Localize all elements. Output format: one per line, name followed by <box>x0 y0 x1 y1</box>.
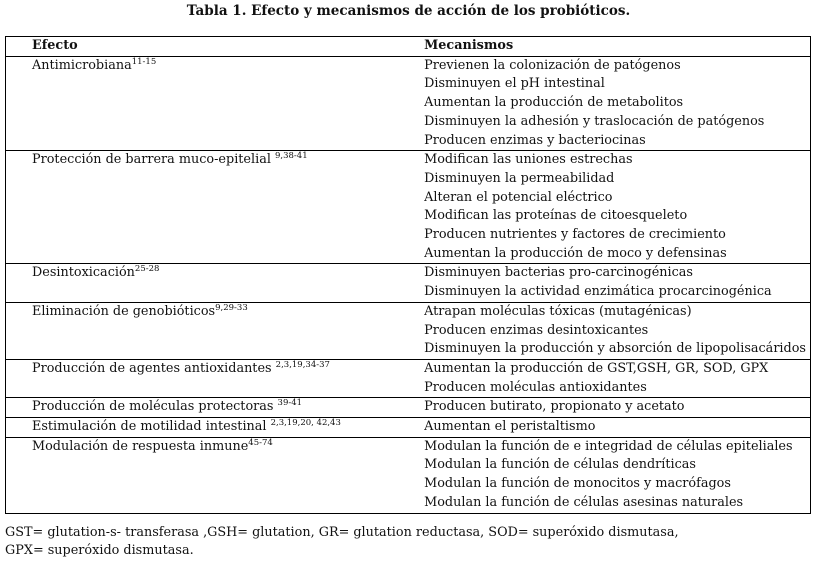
effect-label: Desintoxicación <box>32 265 135 281</box>
effect-cell <box>6 56 401 151</box>
table-row <box>6 151 811 264</box>
effect-label: Antimicrobiana <box>32 57 132 73</box>
mechanism-item: Aumentan la producción de GST,GSH, GR, SOD, GPX <box>424 360 769 376</box>
mechanism-item: Disminuyen la producción y absorción de lipopolisacáridos <box>424 341 806 357</box>
mechanism-item: Alteran el potencial eléctrico <box>424 189 613 205</box>
mechanism-item: Modulan la función de células asesinas naturales <box>424 494 744 510</box>
mechanisms-cell <box>400 151 810 264</box>
footnote-line-1: GST= glutation-s- transferasa ,GSH= glutation, GR= glutation reductasa, SOD= superóxido dismutasa, <box>5 525 679 540</box>
table-title: Tabla 1. Efecto y mecanismos de acción de los probióticos. <box>186 3 631 19</box>
reference-superscript: 25-28 <box>134 264 160 275</box>
effect-cell <box>6 151 401 264</box>
mechanisms-cell <box>400 56 810 151</box>
mechanism-item: Disminuyen la actividad enzimática procarcinogénica <box>424 284 772 300</box>
reference-superscript: 39-41 <box>277 398 303 409</box>
reference-superscript: 11-15 <box>131 56 157 67</box>
mechanism-item: Aumentan la producción de moco y defensinas <box>424 245 727 261</box>
mechanism-item: Producen butirato, propionato y acetato <box>424 399 685 415</box>
effect-cell <box>6 359 401 397</box>
mechanisms-cell <box>400 359 810 397</box>
effect-label: Protección de barrera muco-epitelial <box>32 152 275 168</box>
mechanism-item: Modulan la función de monocitos y macrófagos <box>424 476 731 492</box>
table-header-row <box>6 37 811 57</box>
table-row <box>6 359 811 397</box>
mechanisms-column-header: Mecanismos <box>400 37 810 57</box>
effects-table <box>5 36 811 514</box>
mechanism-item: Modulan la función de células dendríticas <box>424 457 696 473</box>
effect-label: Producción de agentes antioxidantes <box>32 360 276 376</box>
mechanism-item: Producen nutrientes y factores de crecimiento <box>424 227 726 243</box>
mechanism-item: Modulan la función de e integridad de células epiteliales <box>424 438 793 454</box>
effect-cell <box>6 418 401 438</box>
table-body <box>6 56 811 513</box>
reference-superscript: 2,3,19,20, 42,43 <box>270 418 341 429</box>
table-row <box>6 302 811 359</box>
effect-cell <box>6 264 401 302</box>
reference-superscript: 45-74 <box>248 437 273 448</box>
reference-superscript: 9,29-33 <box>215 302 248 313</box>
reference-superscript: 9,38-41 <box>275 151 308 162</box>
table-row <box>6 264 811 302</box>
effect-label: Estimulación de motilidad intestinal <box>32 419 271 435</box>
table-row <box>6 56 811 151</box>
reference-superscript: 2,3,19,34-37 <box>275 359 330 370</box>
mechanisms-cell <box>400 418 810 438</box>
mechanisms-cell <box>400 302 810 359</box>
table-row <box>6 418 811 438</box>
effect-column-header: Efecto <box>6 37 401 57</box>
mechanisms-cell <box>400 398 810 418</box>
effect-cell <box>6 437 401 513</box>
footnote <box>5 524 679 560</box>
mechanism-item: Disminuyen la permeabilidad <box>424 170 615 186</box>
effect-label: Eliminación de genobióticos <box>32 303 216 319</box>
mechanism-item: Producen enzimas desintoxicantes <box>424 322 649 338</box>
mechanism-item: Aumentan la producción de metabolitos <box>424 95 684 111</box>
footnote-line-2: GPX= superóxido dismutasa. <box>5 543 194 558</box>
mechanisms-cell <box>400 437 810 513</box>
mechanism-item: Atrapan moléculas tóxicas (mutagénicas) <box>424 303 692 319</box>
mechanism-item: Modifican las uniones estrechas <box>424 152 633 168</box>
table-row <box>6 398 811 418</box>
effect-cell <box>6 398 401 418</box>
mechanisms-cell <box>400 264 810 302</box>
mechanism-item: Modifican las proteínas de citoesqueleto <box>424 208 688 224</box>
mechanism-item: Disminuyen bacterias pro-carcinogénicas <box>424 265 693 281</box>
effect-cell <box>6 302 401 359</box>
effect-label: Producción de moléculas protectoras <box>32 399 278 415</box>
table-row <box>6 437 811 513</box>
mechanism-item: Producen enzimas y bacteriocinas <box>424 132 646 148</box>
mechanism-item: Previenen la colonización de patógenos <box>424 57 681 73</box>
mechanism-item: Disminuyen la adhesión y traslocación de patógenos <box>424 113 765 129</box>
mechanism-item: Disminuyen el pH intestinal <box>424 76 605 92</box>
mechanism-item: Aumentan el peristaltismo <box>424 419 596 435</box>
effect-label: Modulación de respuesta inmune <box>32 438 249 454</box>
mechanism-item: Producen moléculas antioxidantes <box>424 379 647 395</box>
